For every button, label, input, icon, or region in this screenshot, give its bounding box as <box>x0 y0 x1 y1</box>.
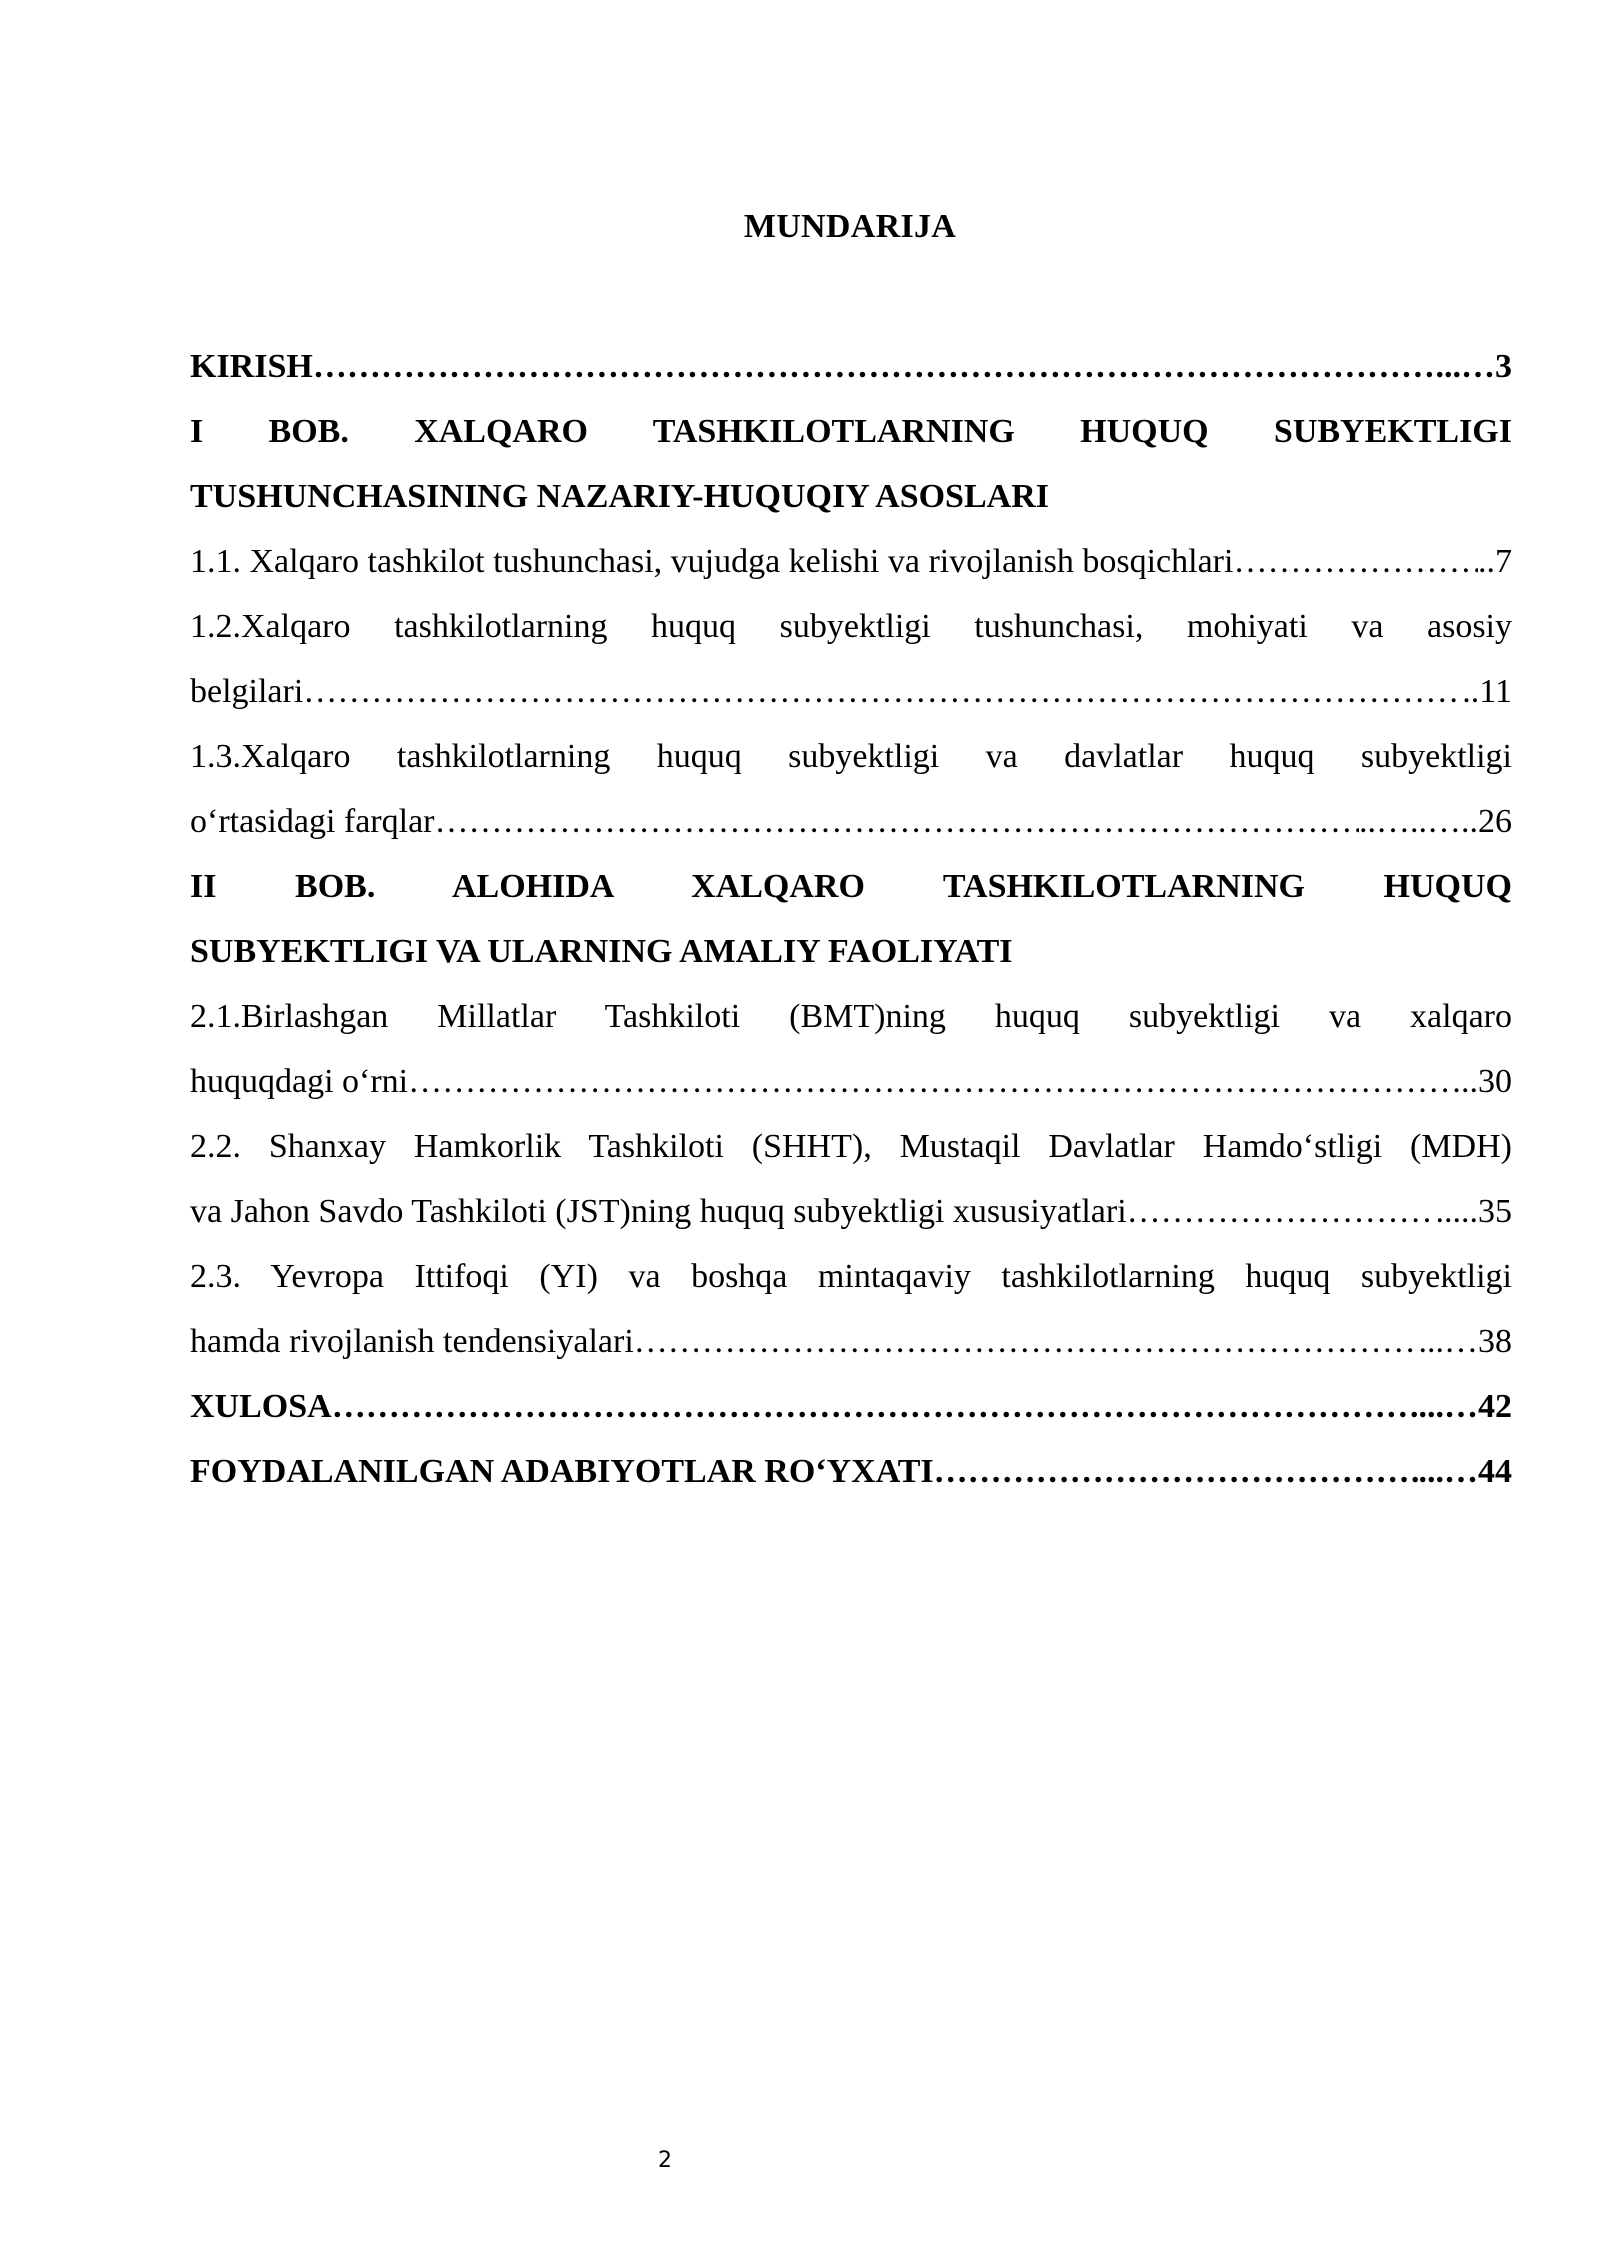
toc-entry-label: KIRISH <box>190 348 313 385</box>
toc-entry-1-1[interactable] <box>190 529 1512 594</box>
toc-chapter-2-line-1[interactable]: II BOB. ALOHIDA XALQARO TASHKILOTLARNING HUQUQ <box>190 868 1512 905</box>
toc-leader-dots <box>1233 529 1478 594</box>
toc-entry-1-2-line-2[interactable] <box>190 659 1512 724</box>
toc-leader-dots <box>313 334 1436 399</box>
toc-entry-label: FOYDALANILGAN ADABIYOTLAR RO‘YXATI <box>190 1453 934 1490</box>
toc-entry-page: ..7 <box>1478 543 1512 580</box>
toc-entry-1-3-line-2[interactable] <box>190 789 1512 854</box>
toc-leader-dots <box>332 1374 1419 1439</box>
toc-entry-page: ...…44 <box>1418 1453 1512 1490</box>
toc-entry-label: o‘rtasidagi farqlar <box>190 803 435 840</box>
toc-entry-1-2-line-1[interactable]: 1.2.Xalqaro tashkilotlarning huquq subyektligi tushunchasi, mohiyati va asosiy <box>190 608 1512 645</box>
toc-entry-kirish[interactable] <box>190 334 1512 399</box>
toc-entry-label: 1.1. Xalqaro tashkilot tushunchasi, vujudga kelishi va rivojlanish bosqichlari <box>190 543 1234 580</box>
toc-entry-xulosa[interactable] <box>190 1374 1512 1439</box>
toc-entry-page: ...…38 <box>1418 1323 1512 1360</box>
toc-entry-2-3-line-2[interactable] <box>190 1309 1512 1374</box>
toc-leader-dots <box>934 1439 1419 1504</box>
toc-entry-1-3-line-1[interactable]: 1.3.Xalqaro tashkilotlarning huquq subyektligi va davlatlar huquq subyektligi <box>190 738 1512 775</box>
toc-entry-label: va Jahon Savdo Tashkiloti (JST)ning huquq subyektligi xususiyatlari <box>190 1193 1127 1230</box>
toc-entry-page: ..…..…..26 <box>1359 803 1512 840</box>
toc-chapter-1-line-1[interactable]: I BOB. XALQARO TASHKILOTLARNING HUQUQ SUBYEKTLIGI <box>190 413 1512 450</box>
toc-leader-dots <box>1127 1179 1436 1244</box>
toc-entry-2-2-line-2[interactable] <box>190 1179 1512 1244</box>
toc-leader-dots <box>435 789 1360 854</box>
toc-entry-page: ..30 <box>1461 1063 1512 1100</box>
toc-leader-dots <box>303 659 1462 724</box>
toc-entry-page: .....35 <box>1435 1193 1512 1230</box>
toc-entry-2-1-line-1[interactable]: 2.1.Birlashgan Millatlar Tashkiloti (BMT)ning huquq subyektligi va xalqaro <box>190 998 1512 1035</box>
toc-entry-page: ..11 <box>1462 673 1512 710</box>
toc-chapter-2-line-2[interactable]: SUBYEKTLIGI VA ULARNING AMALIY FAOLIYATI <box>190 933 1013 970</box>
toc-entry-2-2-line-1[interactable]: 2.2. Shanxay Hamkorlik Tashkiloti (SHHT), Mustaqil Davlatlar Hamdo‘stligi (MDH) <box>190 1128 1512 1165</box>
toc-entry-2-1-line-2[interactable] <box>190 1049 1512 1114</box>
toc-entry-page: ...…3 <box>1435 348 1512 385</box>
toc-entry-bibliography[interactable] <box>190 1439 1512 1504</box>
toc-chapter-1-line-2[interactable]: TUSHUNCHASINING NAZARIY-HUQUQIY ASOSLARI <box>190 478 1049 515</box>
toc-entry-2-3-line-1[interactable]: 2.3. Yevropa Ittifoqi (YI) va boshqa mintaqaviy tashkilotlarning huquq subyektligi <box>190 1258 1512 1295</box>
toc-leader-dots <box>634 1309 1419 1374</box>
toc-entry-label: huquqdagi o‘rni <box>190 1063 409 1100</box>
toc-entry-label: belgilari <box>190 673 304 710</box>
page-title: MUNDARIJA <box>743 208 957 245</box>
toc-entry-label: XULOSA <box>190 1388 332 1425</box>
page-number: 2 <box>658 2148 672 2173</box>
table-of-contents <box>190 334 1512 1504</box>
toc-entry-page: ...…42 <box>1418 1388 1512 1425</box>
toc-entry-label: hamda rivojlanish tendensiyalari <box>190 1323 634 1360</box>
toc-leader-dots <box>408 1049 1461 1114</box>
